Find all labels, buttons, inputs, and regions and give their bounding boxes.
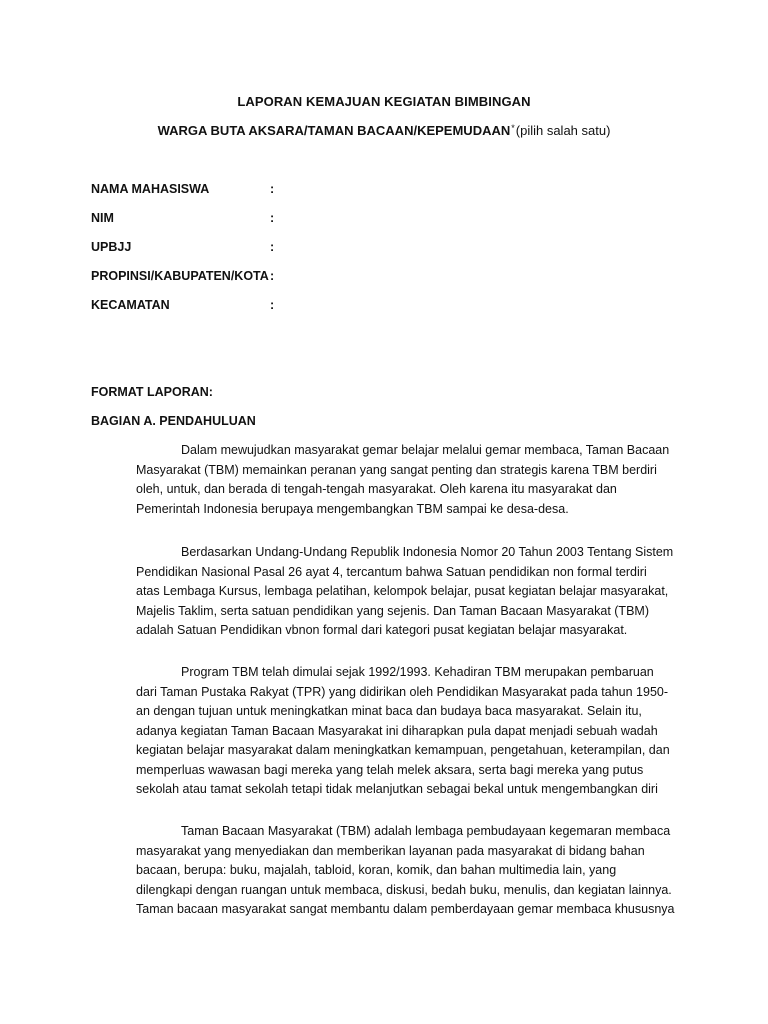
paragraph-line: an dengan tujuan untuk meningkatkan minat baca dan budaya baca masyarakat. Selain itu,	[136, 704, 642, 718]
field-nim	[91, 211, 274, 225]
paragraph-line: Taman Bacaan Masyarakat (TBM) adalah lembaga pembudayaan kegemaran membaca	[181, 824, 671, 838]
document-subtitle	[0, 123, 768, 138]
paragraph-line: dilengkapi dengan ruangan untuk membaca, diskusi, bedah buku, menulis, dan kegiatan lainnya.	[136, 882, 672, 897]
field-colon: :	[270, 298, 275, 312]
field-nama-mahasiswa	[91, 182, 274, 196]
subtitle-main: WARGA BUTA AKSARA/TAMAN BACAAN/KEPEMUDAAN	[157, 123, 511, 138]
field-label: NIM	[91, 211, 114, 225]
paragraph-line: Pendidikan Nasional Pasal 26 ayat 4, tercantum bahwa Satuan pendidikan non formal terdiri	[136, 564, 647, 579]
paragraph-line: dari Taman Pustaka Rakyat (TPR) yang didirikan oleh Pendidikan Masyarakat pada tahun 1950-	[136, 684, 669, 699]
paragraph-line: oleh, untuk, dan berada di tengah-tengah masyarakat. Oleh karena itu masyarakat dan	[136, 482, 617, 496]
format-heading: FORMAT LAPORAN:	[91, 385, 213, 399]
paragraph-line: sekolah atau tamat sekolah tetapi tidak melanjutkan sebagai bekal untuk mengembangkan diri	[136, 782, 658, 796]
paragraph-3	[136, 663, 681, 800]
paragraph-line: Pemerintah Indonesia berupaya mengembangkan TBM sampai ke desa-desa.	[136, 501, 569, 516]
field-colon: :	[270, 182, 275, 196]
subtitle-asterisk: *	[511, 123, 515, 133]
field-label: PROPINSI/KABUPATEN/KOTA	[91, 269, 269, 283]
paragraph-line: Taman bacaan masyarakat sangat membantu dalam pemberdayaan gemar membaca khususnya	[136, 902, 675, 916]
paragraph-4	[136, 822, 681, 920]
paragraph-line: kegiatan belajar masyarakat dalam meningkatkan kemampuan, pengetahuan, keterampilan, dan	[136, 743, 670, 757]
subtitle-note: (pilih salah satu)	[515, 123, 611, 138]
section-a-heading: BAGIAN A. PENDAHULUAN	[91, 414, 256, 428]
paragraph-line: adalah Satuan Pendidikan vbnon formal dari kategori pusat kegiatan belajar masyarakat.	[136, 623, 628, 637]
paragraph-1	[136, 441, 681, 519]
paragraph-line: Berdasarkan Undang-Undang Republik Indonesia Nomor 20 Tahun 2003 Tentang Sistem	[181, 545, 674, 559]
field-propinsi	[91, 269, 274, 283]
field-colon: :	[270, 269, 275, 283]
field-upbjj	[91, 240, 274, 254]
paragraph-line: atas Lembaga Kursus, lembaga pelatihan, kelompok belajar, pusat kegiatan belajar masyarakat,	[136, 584, 669, 598]
paragraph-line: memperluas wawasan bagi mereka yang telah melek aksara, serta bagi mereka yang putus	[136, 762, 644, 777]
paragraph-line: Dalam mewujudkan masyarakat gemar belajar melalui gemar membaca, Taman Bacaan	[181, 443, 670, 457]
paragraph-2	[136, 543, 681, 641]
paragraph-line: Masyarakat (TBM) memainkan peranan yang sangat penting dan strategis karena TBM berdiri	[136, 462, 657, 477]
paragraph-line: bacaan, berupa: buku, majalah, tabloid, koran, komik, dan bahan multimedia lain, yang	[136, 863, 617, 877]
field-label: KECAMATAN	[91, 298, 170, 312]
field-colon: :	[270, 240, 275, 254]
paragraph-line: masyarakat yang menyediakan dan memberikan layanan pada masyarakat di bidang bahan	[136, 843, 645, 858]
document-title: LAPORAN KEMAJUAN KEGIATAN BIMBINGAN	[237, 94, 531, 109]
field-label: UPBJJ	[91, 240, 132, 254]
paragraph-line: Majelis Taklim, serta satuan pendidikan yang sejenis. Dan Taman Bacaan Masyarakat (TBM)	[136, 603, 649, 618]
field-label: NAMA MAHASISWA	[91, 182, 210, 196]
paragraph-line: adanya kegiatan Taman Bacaan Masyarakat ini diharapkan pula dapat menjadi sebuah wadah	[136, 723, 658, 738]
field-kecamatan	[91, 298, 274, 312]
paragraph-line: Program TBM telah dimulai sejak 1992/1993. Kehadiran TBM merupakan pembaruan	[181, 665, 654, 679]
field-colon: :	[270, 211, 275, 225]
